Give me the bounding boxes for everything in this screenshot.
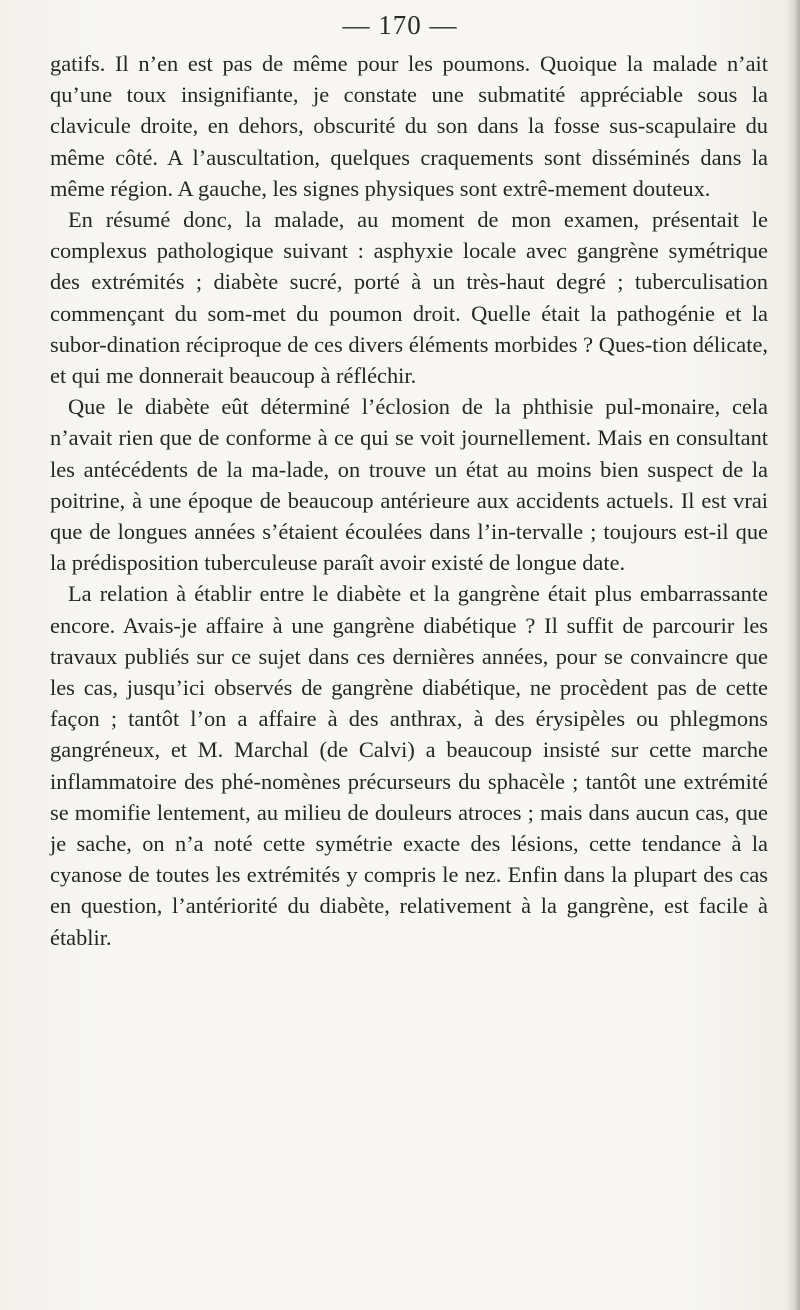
page-number-header: — 170 — xyxy=(342,10,458,40)
paragraph-4: La relation à établir entre le diabète et la gangrène était plus embarrassante encore. Avais-je affaire à une gangrène diabétique ? Il suffit de parcourir les travaux publiés sur ce sujet dans ces dernières années, pour se convaincre que les cas, jusqu’ici observés de gangrène diabétique, ne procèdent pas de cette façon ; tantôt l’on a affaire à des anthrax, à des érysipèles ou phlegmons gangréneux, et M. Marchal (de Calvi) a beaucoup insisté sur cette marche inflammatoire des phé-nomènes précurseurs du sphacèle ; tantôt une extrémité se momifie lentement, au milieu de douleurs atroces ; mais dans aucun cas, que je sache, on n’a noté cette symétrie exacte des lésions, cette tendance à la cyanose de toutes les extrémités y compris le nez. Enfin dans la plupart des cas en question, l’antériorité du diabète, relativement à la gangrène, est facile à établir. xyxy=(50,581,768,950)
paragraph-3: Que le diabète eût déterminé l’éclosion de la phthisie pul-monaire, cela n’avait rien que de conforme à ce qui se voit journellement. Mais en consultant les antécédents de la ma-lade, on trouve un état au moins bien suspect de la poitrine, à une époque de beaucoup antérieure aux accidents actuels. Il est vrai que de longues années s’étaient écoulées dans l’in-tervalle ; toujours est-il que la prédisposition tuberculeuse paraît avoir existé de longue date. xyxy=(50,394,768,576)
body-text xyxy=(50,48,768,953)
paragraph-2: En résumé donc, la malade, au moment de mon examen, présentait le complexus pathologique suivant : asphyxie locale avec gangrène symétrique des extrémités ; diabète sucré, porté à un très-haut degré ; tuberculisation commençant du som-met du poumon droit. Quelle était la pathogénie et la subor-dination réciproque de ces divers éléments morbides ? Ques-tion délicate, et qui me donnerait beaucoup à réfléchir. xyxy=(50,207,768,389)
paragraph-1: gatifs. Il n’en est pas de même pour les poumons. Quoique la malade n’ait qu’une toux insignifiante, je constate une submatité appréciable sous la clavicule droite, en dehors, obscurité du son dans la fosse sus-scapulaire du même côté. A l’auscultation, quelques craquements sont disséminés dans la même région. A gauche, les signes physiques sont extrê-mement douteux. xyxy=(50,51,768,201)
